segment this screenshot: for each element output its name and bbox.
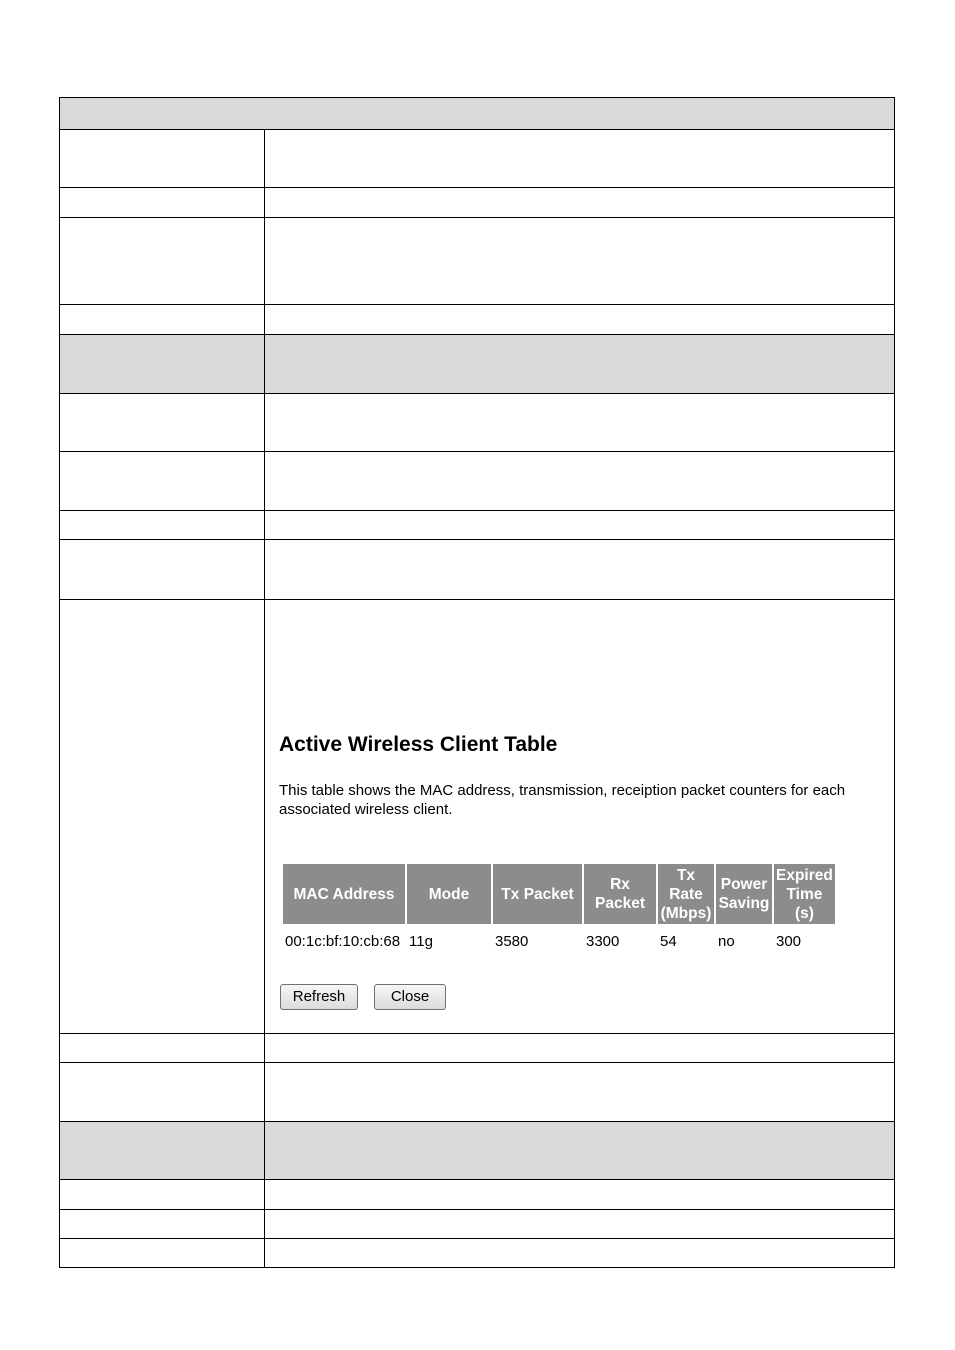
label-cell: [60, 600, 265, 1033]
label-cell: [60, 1034, 265, 1062]
label-cell: [60, 1180, 265, 1209]
table-row-screenshot: [59, 600, 895, 1034]
table-row: [59, 130, 895, 188]
page-description: This table shows the MAC address, transmission, receiption packet counters for each associated wireless client.: [279, 782, 846, 818]
cell-expired-time: 300: [776, 932, 802, 950]
active-client-screenshot: [265, 600, 894, 1033]
label-cell: [60, 1210, 265, 1238]
table-row-shaded: [59, 1122, 895, 1180]
table-row: [59, 1180, 895, 1210]
table-row: [59, 218, 895, 305]
col-tx-packet: Tx Packet: [493, 864, 582, 924]
page-title: Active Wireless Client Table: [279, 733, 558, 756]
table-row: [59, 1063, 895, 1122]
label-cell: [60, 305, 265, 334]
table-row: [59, 511, 895, 540]
col-rx-packet: Rx Packet: [584, 864, 656, 924]
label-cell: [60, 130, 265, 187]
client-table-header: [283, 864, 835, 924]
label-cell: [60, 1239, 265, 1267]
label-cell: [60, 1122, 265, 1179]
table-row: [59, 1034, 895, 1063]
client-table: [281, 864, 837, 958]
label-cell: [60, 218, 265, 304]
table-header-row: [59, 97, 895, 130]
table-row: [59, 305, 895, 335]
label-cell: [60, 511, 265, 539]
cell-tx-rate: 54: [660, 932, 677, 950]
label-cell: [60, 1063, 265, 1121]
table-row: [59, 394, 895, 452]
label-cell: [60, 540, 265, 599]
close-button[interactable]: Close: [374, 984, 446, 1010]
cell-tx-packet: 3580: [495, 932, 529, 950]
col-mac-address: MAC Address: [283, 864, 405, 924]
label-cell: [60, 394, 265, 451]
table-row: [59, 188, 895, 218]
client-row: [283, 924, 835, 958]
label-cell: [60, 188, 265, 217]
document-table: [59, 97, 895, 1268]
table-row: [59, 1239, 895, 1268]
refresh-button[interactable]: Refresh: [280, 984, 358, 1010]
label-cell: [60, 452, 265, 510]
cell-mode: 11g: [409, 932, 433, 950]
col-tx-rate: Tx Rate (Mbps): [658, 864, 714, 924]
cell-power-saving: no: [718, 932, 735, 950]
table-row: [59, 540, 895, 600]
table-row-shaded: [59, 335, 895, 394]
cell-mac-address: 00:1c:bf:10:cb:68: [285, 932, 401, 950]
table-row: [59, 1210, 895, 1239]
col-power-saving: Power Saving: [716, 864, 772, 924]
label-cell: [60, 335, 265, 393]
cell-rx-packet: 3300: [586, 932, 620, 950]
col-expired-time: Expired Time (s): [774, 864, 835, 924]
col-mode: Mode: [407, 864, 491, 924]
table-row: [59, 452, 895, 511]
